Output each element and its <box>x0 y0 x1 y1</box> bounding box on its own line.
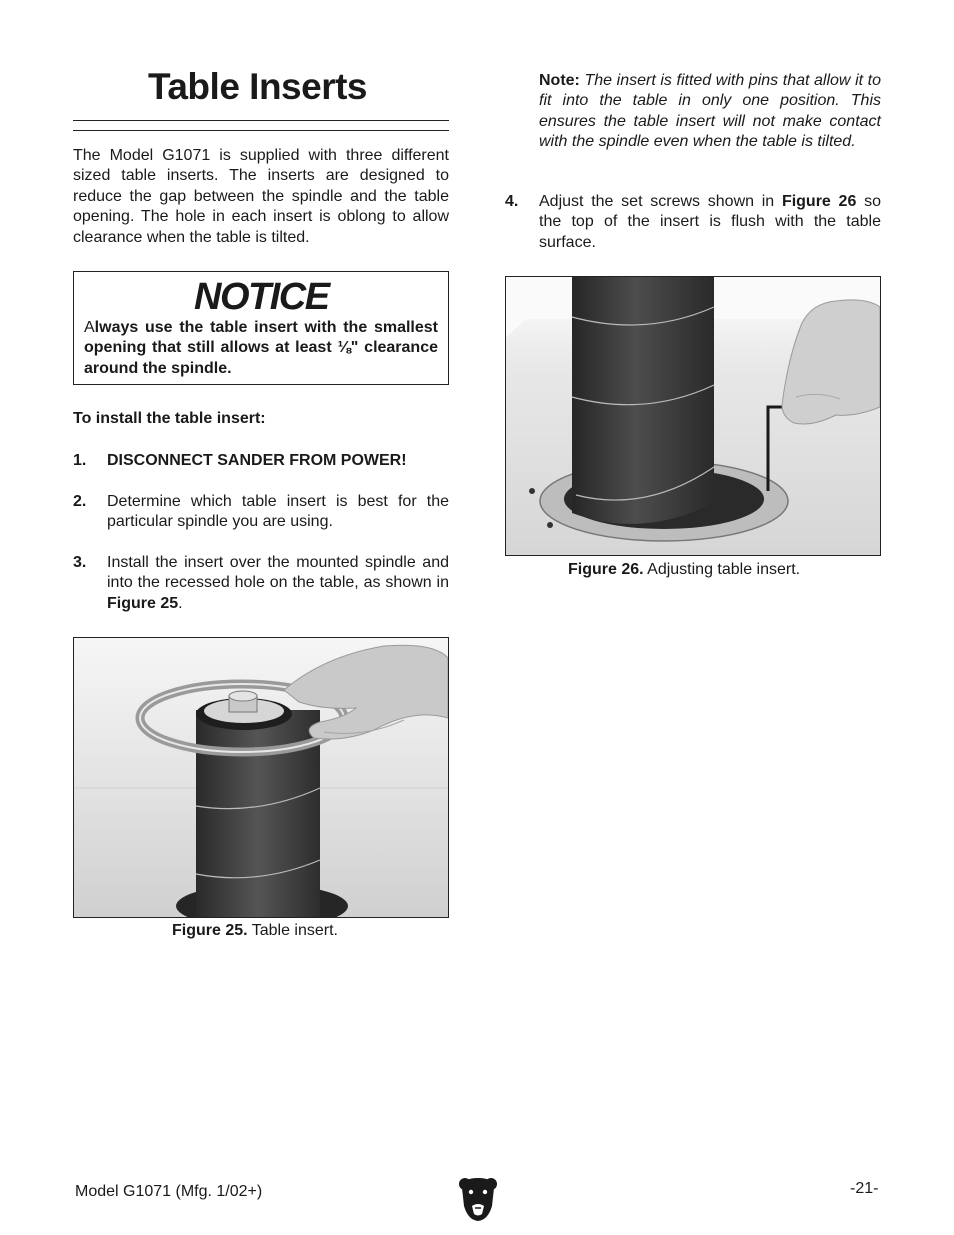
figure-25-caption-text: Table insert. <box>251 922 338 939</box>
note-text: The insert is fitted with pins that allow it to fit into the table in only one position. This ensures the table insert will not make contact with the spindle even when the table is tilted. <box>539 72 881 151</box>
note-label: Note: <box>539 72 580 89</box>
step-text <box>539 192 881 253</box>
page-number: -21- <box>850 1180 879 1197</box>
figure-26-caption-text: Adjusting table insert. <box>647 561 801 578</box>
figure-26-photo <box>505 276 881 556</box>
step-text-main: Install the insert over the mounted spindle and into the recessed hole on the table, as shown in <box>107 554 449 592</box>
step-number: 1. <box>73 452 87 469</box>
bear-logo-icon <box>458 1176 498 1222</box>
figure-25-photo <box>73 637 449 918</box>
step-text-main: Adjust the set screws shown in <box>539 193 782 210</box>
figure-26-label: Figure 26. <box>568 561 644 578</box>
step-text: Determine which table insert is best for the particular spindle you are using. <box>107 493 449 531</box>
figure-reference: Figure 25 <box>107 594 179 612</box>
notice-box <box>73 271 449 385</box>
notice-heading: NOTICE <box>194 276 329 318</box>
intro-paragraph: The Model G1071 is supplied with three different sized table inserts. The inserts are designed to reduce the gap between the spindle and the table opening. The hole in each insert is oblong to allow clearance when the table is tilted. <box>73 147 449 246</box>
step-text <box>107 553 449 614</box>
figure-26-caption <box>568 560 800 580</box>
page-title: Table Inserts <box>148 66 368 107</box>
title-rule-bottom <box>73 130 449 131</box>
notice-first-letter: A <box>84 319 95 336</box>
notice-fraction: ⅛" <box>337 339 359 357</box>
figure-reference: Figure 26 <box>781 193 857 210</box>
notice-text-main: lways use the table insert with the smallest opening that still allows at least <box>84 319 438 357</box>
figure-25-caption <box>172 921 338 941</box>
install-heading: To install the table insert: <box>73 410 266 427</box>
step-text-end: . <box>178 594 183 612</box>
notice-text-end: clearance around the spindle. <box>84 339 438 377</box>
figure-25-illustration <box>74 638 448 917</box>
step-text: DISCONNECT SANDER FROM POWER! <box>107 452 407 469</box>
figure-26-illustration <box>506 277 880 555</box>
step-number: 3. <box>73 554 87 571</box>
step-number: 4. <box>505 193 519 210</box>
title-rule-top <box>73 120 449 121</box>
step-text-end: so the top of the insert is flush with the table surface. <box>539 193 881 251</box>
footer-model: Model G1071 (Mfg. 1/02+) <box>75 1183 263 1200</box>
figure-25-label: Figure 25. <box>172 922 248 939</box>
notice-text <box>84 318 438 379</box>
note-paragraph <box>539 71 881 153</box>
step-number: 2. <box>73 493 87 510</box>
